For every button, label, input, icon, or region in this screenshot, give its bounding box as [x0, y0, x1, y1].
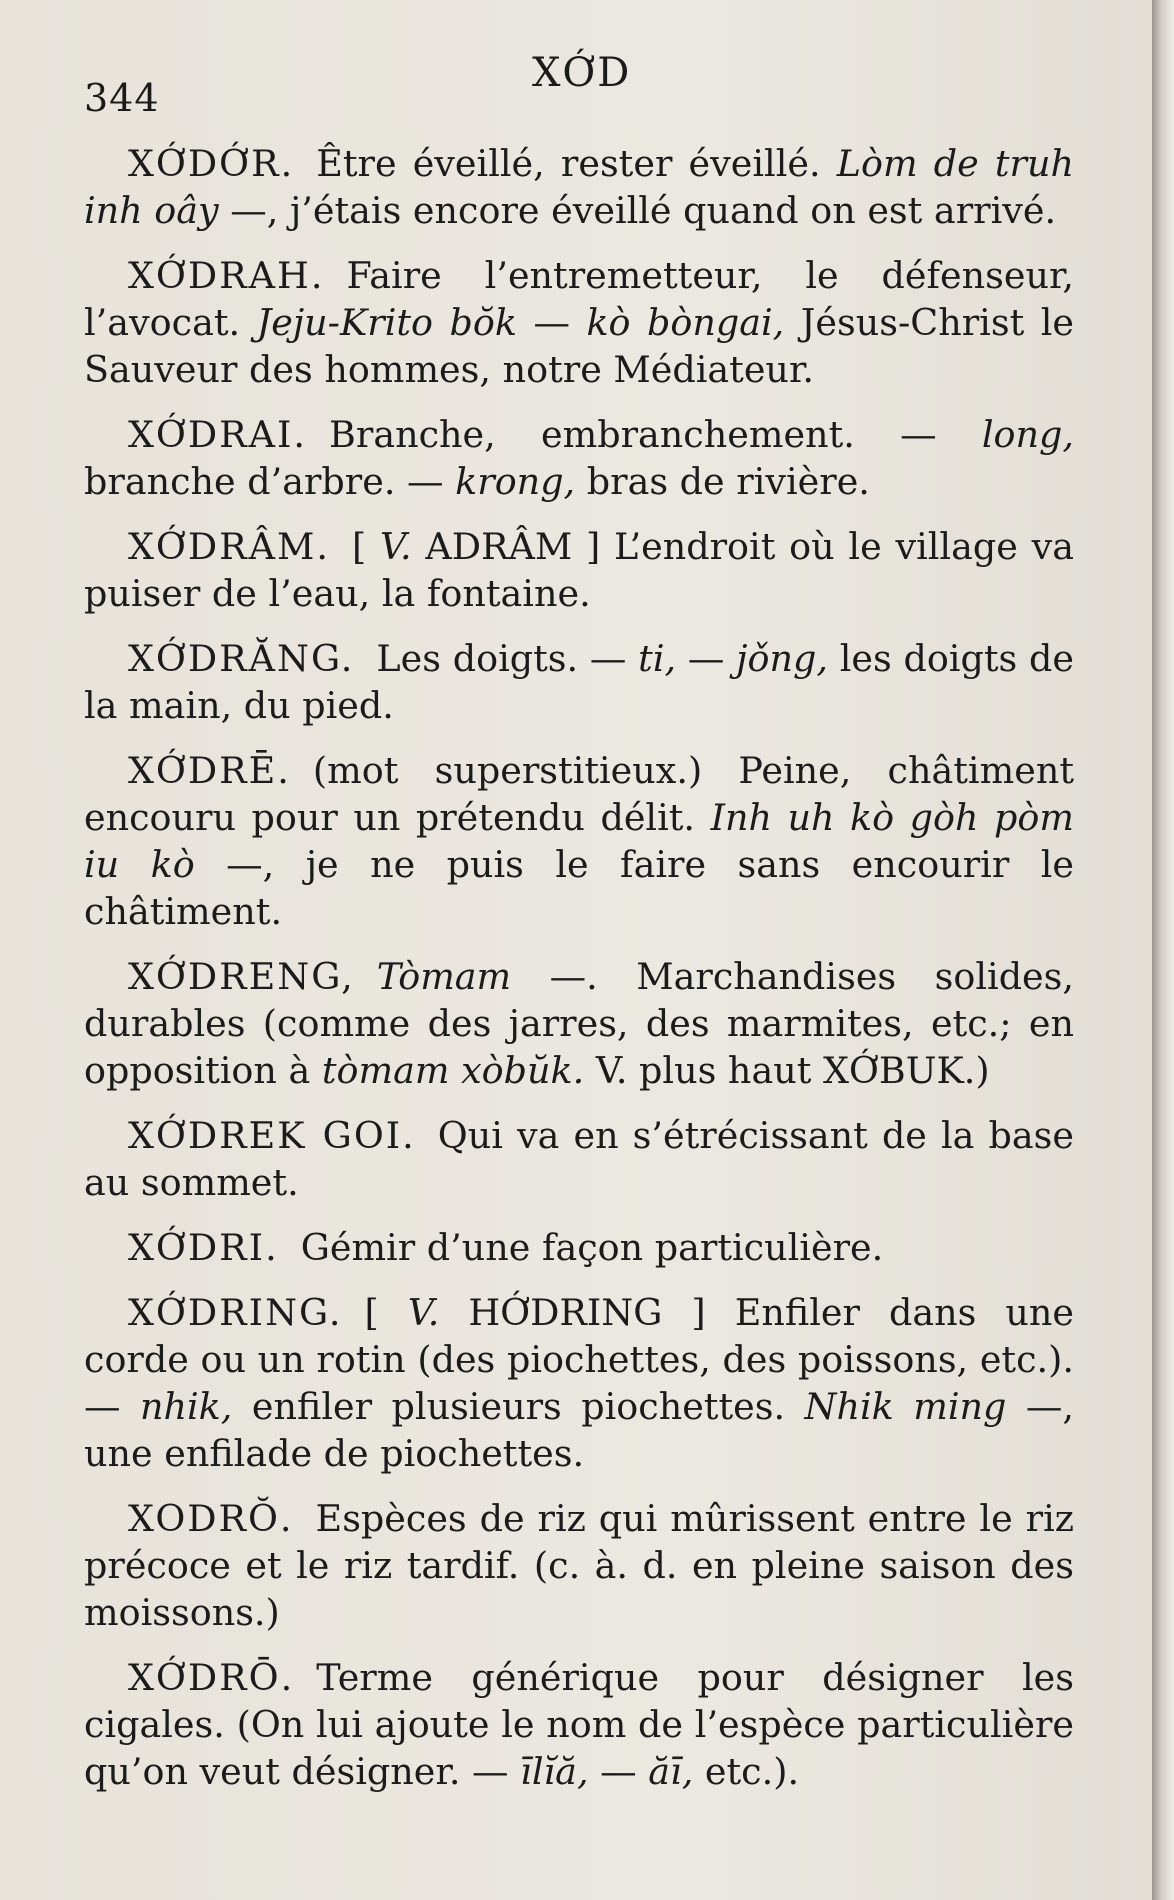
entry-definition-text: [ [352, 525, 381, 568]
dictionary-entry [84, 523, 1074, 617]
dictionary-entry [84, 411, 1074, 505]
entry-definition-text: (mot superstitieux.) Peine, châtiment encouru pour un prétendu délit. [84, 749, 1074, 839]
dictionary-entry [84, 252, 1074, 393]
entry-definition-text: — [588, 1750, 649, 1793]
entry-headword: XỚDRAH. [128, 254, 325, 297]
dictionary-entry [84, 1224, 1074, 1271]
entry-definition-text: Gémir d’une façon particulière. [300, 1226, 884, 1269]
entry-definition-text: Jésus-Christ le Sauveur des hommes, notre Médiateur. [84, 301, 1074, 391]
entry-headword: XỚDRENG, [128, 955, 355, 998]
entry-headword: XỚDỚR. [128, 142, 295, 185]
running-head: XỚD [532, 50, 632, 96]
entry-example-italic: V. [380, 525, 412, 568]
dictionary-entry [84, 953, 1074, 1094]
entry-headword: XỚDRI. [128, 1226, 279, 1269]
entry-example-italic: Jeju-Krito bŏk [256, 301, 517, 344]
entry-definition-text: Qui va en s’étrécissant de la base au sommet. [84, 1114, 1074, 1204]
entry-definition-text: Branche, embranchement. — [329, 413, 982, 456]
entry-definition-text: ADRÂM ] L’endroit où le village va puiser de l’eau, la fontaine. [84, 525, 1074, 615]
entry-definition-text: branche d’arbre. — [84, 460, 456, 503]
entry-definition-text: Être éveillé, rester éveillé. [316, 142, 837, 185]
dictionary-entry [84, 635, 1074, 729]
entry-example-italic: tòmam xòbŭk. [321, 1049, 585, 1092]
entry-definition-text: —. Marchandises solides, durables (comme des jarres, des marmites, etc.; en opposition à [84, 955, 1074, 1092]
page-number: 344 [84, 76, 160, 120]
page-edge [1152, 0, 1174, 1900]
dictionary-entry [84, 1654, 1074, 1795]
entry-definition-text: Terme générique pour désigner les cigales. (On lui ajoute le nom de l’espèce particulière qu’on veut désigner. — [84, 1656, 1074, 1793]
entry-definition-text: — [516, 301, 587, 344]
entry-example-italic: kò bòngai, [586, 301, 785, 344]
entry-definition-text: —, une enfilade de piochettes. [84, 1385, 1074, 1475]
entry-headword: XỚDRŌ. [128, 1656, 295, 1699]
entry-headword: XODRŎ. [128, 1497, 294, 1540]
entry-definition-text: Espèces de riz qui mûrissent entre le riz précoce et le riz tardif. (c. à. d. en pleine saison des moissons.) [84, 1497, 1074, 1634]
entry-definition-text: etc.). [693, 1750, 800, 1793]
entry-definition-text: Les doigts. — [376, 637, 639, 680]
entry-definition-text: enfiler plusieurs piochettes. [232, 1385, 805, 1428]
entry-definition-text: —, je ne puis le faire sans encourir le châtiment. [84, 843, 1074, 933]
entry-example-italic: Lòm de truh inh oây [84, 142, 1074, 232]
entry-headword: XỚDREK GOI. [128, 1114, 416, 1157]
entry-definition-text: V. plus haut XỚBUK.) [584, 1049, 990, 1092]
entry-definition-text: bras de rivière. [575, 460, 870, 503]
entry-example-italic: nhik, [139, 1385, 233, 1428]
entry-definition-text: Faire l’entremetteur, le défenseur, l’avocat. [84, 254, 1074, 344]
entry-headword: XỚDRĒ. [128, 749, 291, 792]
entry-headword: XỚDRĂNG. [128, 637, 355, 680]
entry-headword: XỚDRAI. [128, 413, 308, 456]
entry-example-italic: Nhik ming [804, 1385, 1007, 1428]
dictionary-entry [84, 1112, 1074, 1206]
dictionary-entries [84, 140, 1074, 1813]
dictionary-entry [84, 747, 1074, 935]
entry-definition-text: — [676, 637, 737, 680]
entry-example-italic: Inh uh kò gòh pòm iu kò [84, 796, 1074, 886]
entry-example-italic: jǒng, [736, 637, 828, 680]
entry-headword: XỚDRING. [128, 1291, 343, 1334]
entry-example-italic: krong, [455, 460, 576, 503]
entry-headword: XỚDRÂM. [128, 525, 330, 568]
entry-definition-text: HỚDRING ] Enfiler dans une corde ou un rotin (des piochettes, des poissons, etc.). — [84, 1291, 1074, 1428]
entry-example-italic: long, [981, 413, 1074, 456]
entry-example-italic: ti, [638, 637, 677, 680]
entry-definition-text: les doigts de la main, du pied. [84, 637, 1074, 727]
entry-definition-text: —, j’étais encore éveillé quand on est arrivé. [218, 189, 1057, 232]
entry-example-italic: ăī, [648, 1750, 694, 1793]
entry-example-italic: V. [407, 1291, 440, 1334]
entry-example-italic: īlĭă, [520, 1750, 589, 1793]
dictionary-entry [84, 140, 1074, 234]
dictionary-entry [84, 1289, 1074, 1477]
entry-definition-text: [ [364, 1291, 408, 1334]
entry-example-italic: Tòmam [376, 955, 512, 998]
dictionary-entry [84, 1495, 1074, 1636]
